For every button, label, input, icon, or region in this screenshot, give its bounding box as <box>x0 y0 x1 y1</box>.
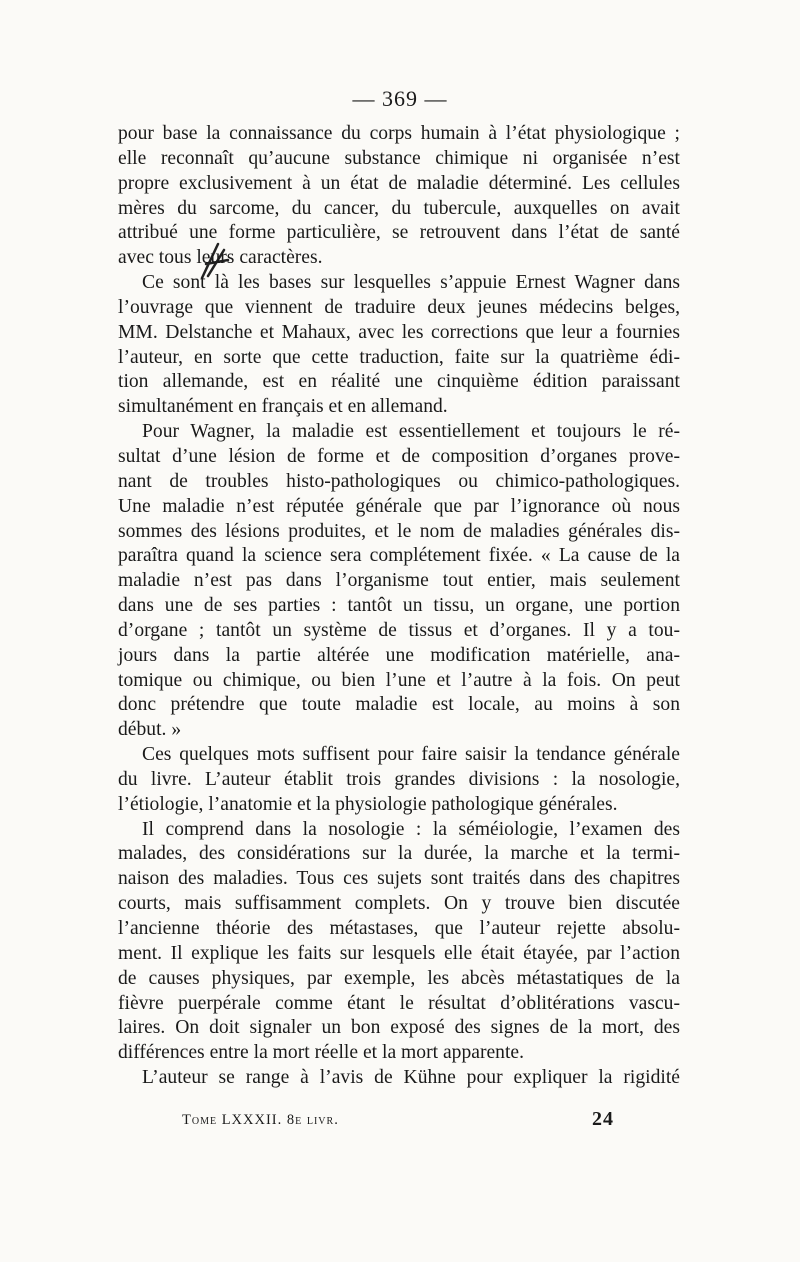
text-line: laires. On doit signaler un bon exposé des signes de la mort, des <box>118 1017 680 1039</box>
text-line: tion allemande, est en réalité une cinquième édition paraissant <box>118 371 680 393</box>
text-line: L’auteur se range à l’avis de Kühne pour expliquer la rigidité <box>142 1067 680 1089</box>
text-line: naison des maladies. Tous ces sujets sont traités dans des chapitres <box>118 868 680 890</box>
text-line: dans une de ses parties : tantôt un tissu, un organe, une portion <box>118 595 680 617</box>
text-line: l’ancienne théorie des métastases, que l’auteur rejette absolu- <box>118 918 680 939</box>
text-line: ment. Il explique les faits sur lesquels elle était étayée, par l’action <box>118 942 680 964</box>
text-line: d’organe ; tantôt un système de tissus et d’organes. Il y a tou- <box>118 619 680 641</box>
text-line: mères du sarcome, du cancer, du tubercule, auxquelles on avait <box>118 197 680 219</box>
text-line: Ces quelques mots suffisent pour faire saisir la tendance générale <box>142 744 680 766</box>
text-line: de causes physiques, par exemple, les abcès métastatiques de la <box>118 967 680 989</box>
text-line: simultanément en français et en allemand. <box>118 396 448 418</box>
text-line: fièvre puerpérale comme étant le résultat d’oblitérations vascu- <box>118 992 680 1014</box>
text-line: l’auteur, en sorte que cette traduction, faite sur la quatrième édi- <box>118 346 680 368</box>
text-line: donc prétendre que toute maladie est locale, au moins à son <box>118 694 680 716</box>
text-line: propre exclusivement à un état de maladie déterminé. Les cellules <box>118 172 680 194</box>
text-line: paraîtra quand la science sera complétement fixée. « La cause de la <box>118 545 680 567</box>
text-line: nant de troubles histo-pathologiques ou chimico-pathologiques. <box>118 470 680 492</box>
text-line: Pour Wagner, la maladie est essentiellement et toujours le ré- <box>142 421 680 443</box>
text-line: malades, des considérations sur la durée, la marche et la termi- <box>118 843 680 865</box>
page-number: — 369 — <box>352 86 448 111</box>
text-line: l’ouvrage que viennent de traduire deux jeunes médecins belges, <box>118 296 680 318</box>
page-footer <box>182 1108 614 1130</box>
footer-volume: Tome LXXXII. 8e livr. <box>182 1112 339 1128</box>
text-line: avec tous leurs caractères. <box>118 247 323 269</box>
body-text <box>118 122 680 1091</box>
signature-mark: 24 <box>592 1108 614 1130</box>
text-line: Il comprend dans la nosologie : la séméiologie, l’examen des <box>142 818 680 840</box>
text-line: tomique ou chimique, ou bien l’une et l’autre à la fois. On peut <box>118 669 680 691</box>
text-line: courts, mais suffisamment complets. On y trouve bien discutée <box>118 893 680 915</box>
text-line: Ce sont là les bases sur lesquelles s’appuie Ernest Wagner dans <box>142 272 680 294</box>
text-line: sultat d’une lésion de forme et de composition d’organes prove- <box>118 445 680 467</box>
text-line: début. » <box>118 719 182 741</box>
text-line: elle reconnaît qu’aucune substance chimique ni organisée n’est <box>118 147 680 169</box>
text-line: l’étiologie, l’anatomie et la physiologie pathologique générales. <box>118 793 618 815</box>
text-line: maladie n’est pas dans l’organisme tout entier, mais seulement <box>118 570 680 592</box>
text-line: différences entre la mort réelle et la mort apparente. <box>118 1042 524 1064</box>
text-line: du livre. L’auteur établit trois grandes divisions : la nosologie, <box>118 768 680 790</box>
text-line: sommes des lésions produites, et le nom de maladies générales dis- <box>118 520 680 542</box>
text-line: pour base la connaissance du corps humain à l’état physiologique ; <box>118 123 680 144</box>
text-line: jours dans la partie altérée une modification matérielle, ana- <box>118 644 680 666</box>
text-line: MM. Delstanche et Mahaux, avec les corrections que leur a fournies <box>118 321 680 343</box>
text-line: Une maladie n’est réputée générale que par l’ignorance où nous <box>118 495 680 517</box>
text-line: attribué une forme particulière, se retrouvent dans l’état de santé <box>118 222 680 244</box>
